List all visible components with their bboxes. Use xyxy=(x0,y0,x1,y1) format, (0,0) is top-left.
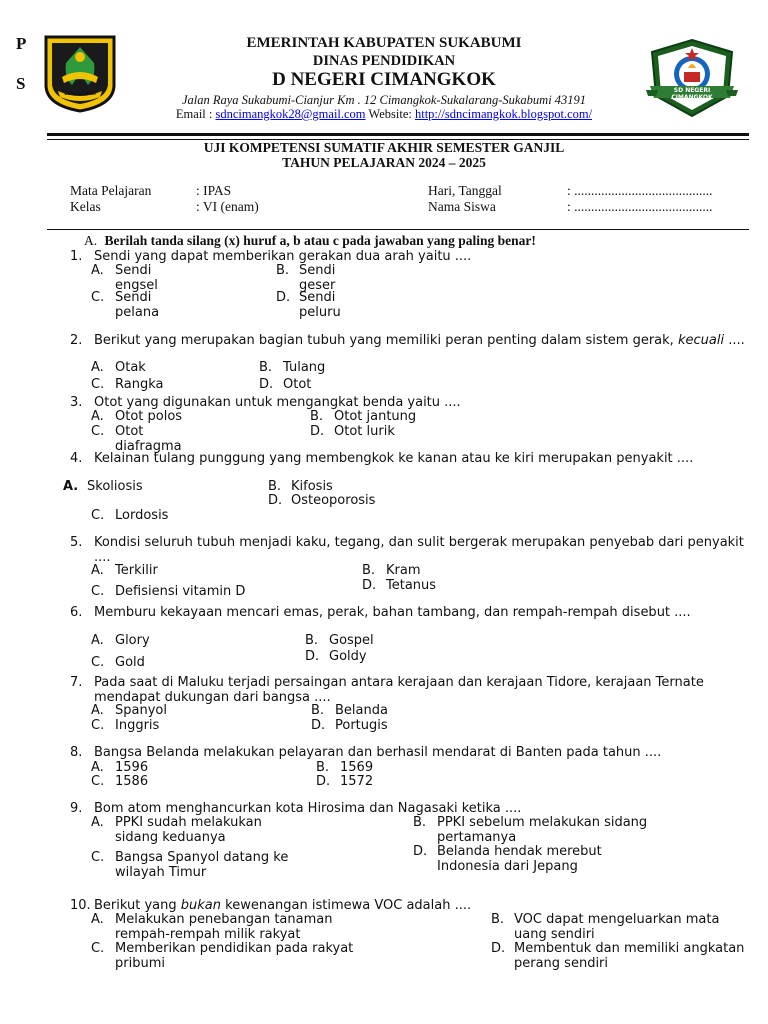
option-letter: D. xyxy=(259,377,274,392)
option-text[interactable]: Memberikan pendidikan pada rakyat pribumi xyxy=(115,941,354,971)
question-text: Bangsa Belanda melakukan pelayaran dan berhasil mendarat di Banten pada tahun .... xyxy=(94,745,662,760)
option-text[interactable]: Sendi geser xyxy=(299,263,336,293)
option-text[interactable]: Spanyol xyxy=(115,703,167,718)
option-letter: C. xyxy=(91,941,105,956)
header-department: DINAS PENDIDIKAN xyxy=(312,53,456,69)
option-letter: C. xyxy=(91,508,105,523)
side-letter-s: S xyxy=(16,74,26,93)
option-letter: D. xyxy=(362,578,377,593)
option-letter: D. xyxy=(310,424,325,439)
day-field[interactable]: : ......................................... xyxy=(567,183,713,198)
option-letter: B. xyxy=(305,633,319,648)
day-label: Hari, Tanggal xyxy=(428,183,502,198)
question-text: Memburu kekayaan mencari emas, perak, bahan tambang, dan rempah-rempah disebut .... xyxy=(94,605,691,620)
question-number: 8. xyxy=(70,745,83,760)
option-letter: A. xyxy=(91,815,104,830)
option-letter: D. xyxy=(413,844,428,859)
option-letter: C. xyxy=(91,774,105,789)
kabupaten-logo-text: GEMAH RIPAH xyxy=(64,91,96,96)
option-letter: B. xyxy=(276,263,290,278)
subject-value: : IPAS xyxy=(196,183,232,198)
option-letter: B. xyxy=(316,760,330,775)
option-text[interactable]: Terkilir xyxy=(115,563,158,578)
option-letter: B. xyxy=(311,703,325,718)
question-text: Kelainan tulang punggung yang membengkok ke kanan atau ke kiri merupakan penyakit .... xyxy=(94,451,694,466)
option-letter: C. xyxy=(91,655,105,670)
option-letter: C. xyxy=(91,584,105,599)
email-label: Email : xyxy=(175,107,216,121)
option-text[interactable]: Sendi engsel xyxy=(115,263,158,293)
option-text[interactable]: VOC dapat mengeluarkan mata uang sendiri xyxy=(514,912,720,942)
option-text[interactable]: Kifosis xyxy=(291,479,333,494)
question-text: Bom atom menghancurkan kota Hirosima dan Nagasaki ketika .... xyxy=(94,801,522,816)
option-letter: A. xyxy=(91,263,104,278)
option-letter: D. xyxy=(316,774,331,789)
option-text[interactable]: Gold xyxy=(115,655,145,670)
option-text[interactable]: Membentuk dan memiliki angkatan perang sendiri xyxy=(514,941,745,971)
option-letter: C. xyxy=(91,377,105,392)
option-letter: D. xyxy=(276,290,291,305)
option-letter: B. xyxy=(259,360,273,375)
option-text[interactable]: Sendi peluru xyxy=(299,290,341,320)
option-letter: C. xyxy=(91,850,105,865)
header-contact xyxy=(0,107,768,122)
option-text[interactable]: Otot polos xyxy=(115,409,183,424)
option-letter: B. xyxy=(413,815,427,830)
option-text[interactable]: Kram xyxy=(386,563,421,578)
option-text[interactable]: Tulang xyxy=(283,360,326,375)
option-letter: A. xyxy=(91,760,104,775)
header-address: Jalan Raya Sukabumi-Cianjur Km . 12 Cimangkok-Sukalarang-Sukabumi 43191 xyxy=(181,93,587,107)
question-text: Pada saat di Maluku terjadi persaingan antara kerajaan dan kerajaan Tidore, kerajaan Ternate mendapat dukungan dari bangsa .... xyxy=(94,675,704,705)
option-letter: A. xyxy=(91,409,104,424)
school-logo-text: SD NEGERI CIMANGKOK xyxy=(671,87,713,101)
option-letter: D. xyxy=(491,941,506,956)
question-text: Kondisi seluruh tubuh menjadi kaku, tegang, dan sulit bergerak merupakan penyebab dari penyakit .... xyxy=(94,535,744,565)
question-text: Otot yang digunakan untuk mengangkat benda yaitu .... xyxy=(94,395,461,410)
question-text-part: .... xyxy=(724,333,745,348)
header-school-name: D NEGERI CIMANGKOK xyxy=(272,69,496,90)
section-instruction-text: Berilah tanda silang (x) huruf a, b atau c pada jawaban yang paling benar! xyxy=(104,233,536,248)
question-text-emphasis: kecuali xyxy=(677,333,725,348)
option-letter: B. xyxy=(310,409,324,424)
question-number: 4. xyxy=(70,451,83,466)
option-text[interactable]: Rangka xyxy=(115,377,164,392)
question-text-emphasis: bukan xyxy=(180,898,221,913)
option-letter: B. xyxy=(491,912,505,927)
option-text[interactable]: Tetanus xyxy=(386,578,437,593)
question-number: 1. xyxy=(70,249,83,264)
name-label: Nama Siswa xyxy=(428,199,496,214)
option-letter: D. xyxy=(311,718,326,733)
option-letter: A. xyxy=(91,563,104,578)
option-letter: C. xyxy=(91,718,105,733)
option-text[interactable]: Osteoporosis xyxy=(291,493,376,508)
question-number: 5. xyxy=(70,535,83,550)
option-text[interactable]: 1596 xyxy=(115,760,149,775)
question-text: Sendi yang dapat memberikan gerakan dua arah yaitu .... xyxy=(94,249,472,264)
option-text[interactable]: Otot xyxy=(283,377,312,392)
option-text[interactable]: Defisiensi vitamin D xyxy=(115,584,246,599)
meta-divider xyxy=(47,229,749,230)
option-text[interactable]: Otot lurik xyxy=(334,424,395,439)
name-field[interactable]: : ......................................... xyxy=(567,199,713,214)
email-link[interactable]: sdncimangkok28@gmail.com xyxy=(215,107,366,121)
option-letter: B. xyxy=(362,563,376,578)
question-text xyxy=(94,334,750,349)
question-number: 10. xyxy=(70,898,91,913)
option-letter: C. xyxy=(91,424,105,439)
option-text[interactable]: Otak xyxy=(115,360,146,375)
website-link[interactable]: http://sdncimangkok.blogspot.com/ xyxy=(414,107,593,121)
section-instruction xyxy=(84,233,536,249)
question-number: 3. xyxy=(70,395,83,410)
header-rule-thick xyxy=(47,133,749,136)
class-label: Kelas xyxy=(70,199,101,214)
question-number: 2. xyxy=(70,333,83,348)
option-text[interactable]: Otot diafragma xyxy=(115,424,182,454)
option-letter: A. xyxy=(91,912,104,927)
option-text[interactable]: Lordosis xyxy=(115,508,169,523)
option-letter: A. xyxy=(63,479,79,494)
side-letter-p: P xyxy=(16,34,27,53)
question-text-part: kewenangan istimewa VOC adalah .... xyxy=(221,898,472,913)
option-text[interactable]: Otot jantung xyxy=(334,409,417,424)
option-text[interactable]: Glory xyxy=(115,633,150,648)
option-text[interactable]: Belanda hendak merebut Indonesia dari Jepang xyxy=(437,844,602,874)
option-text[interactable]: 1569 xyxy=(340,760,374,775)
option-text[interactable]: Skoliosis xyxy=(87,479,143,494)
section-letter: A. xyxy=(84,233,98,248)
option-text[interactable]: Bangsa Spanyol datang ke wilayah Timur xyxy=(115,850,289,880)
option-text[interactable]: Gospel xyxy=(329,633,374,648)
option-letter: B. xyxy=(268,479,282,494)
question-number: 9. xyxy=(70,801,83,816)
question-number: 7. xyxy=(70,675,83,690)
exam-title: UJI KOMPETENSI SUMATIF AKHIR SEMESTER GANJIL xyxy=(203,140,565,155)
option-text[interactable]: Goldy xyxy=(329,649,367,664)
exam-year: TAHUN PELAJARAN 2024 – 2025 xyxy=(282,155,486,170)
class-value: : VI (enam) xyxy=(196,199,259,214)
option-letter: A. xyxy=(91,703,104,718)
option-letter: D. xyxy=(268,493,283,508)
option-letter: D. xyxy=(305,649,320,664)
option-text[interactable]: PPKI sudah melakukan sidang keduanya xyxy=(115,815,262,845)
subject-label: Mata Pelajaran xyxy=(70,183,152,198)
option-text[interactable]: 1586 xyxy=(115,774,149,789)
website-label: Website: xyxy=(365,107,415,121)
option-text[interactable]: 1572 xyxy=(340,774,374,789)
option-text[interactable]: Inggris xyxy=(115,718,160,733)
option-text[interactable]: Portugis xyxy=(335,718,388,733)
option-text[interactable]: Melakukan penebangan tanaman rempah-rempah milik rakyat xyxy=(115,912,333,942)
option-text[interactable]: Belanda xyxy=(335,703,388,718)
option-text[interactable]: PPKI sebelum melakukan sidang pertamanya xyxy=(437,815,648,845)
question-number: 6. xyxy=(70,605,83,620)
option-text[interactable]: Sendi pelana xyxy=(115,290,160,320)
option-letter: A. xyxy=(91,360,104,375)
option-letter: C. xyxy=(91,290,105,305)
header-government: EMERINTAH KABUPATEN SUKABUMI xyxy=(246,35,522,51)
question-text-part: Berikut yang merupakan bagian tubuh yang memiliki peran penting dalam sistem gerak, xyxy=(94,333,678,348)
question-text-part: Berikut yang xyxy=(94,898,181,913)
option-letter: A. xyxy=(91,633,104,648)
